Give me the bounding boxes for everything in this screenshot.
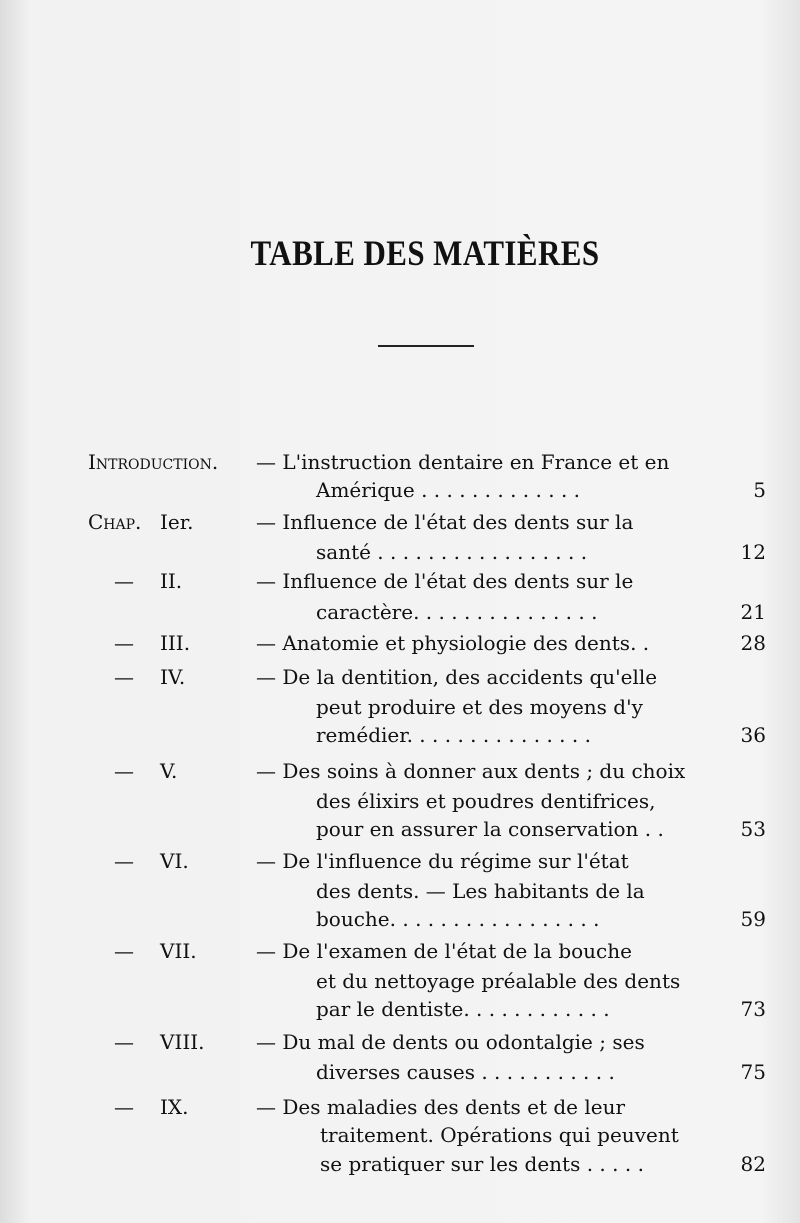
entry-title-line: bouche. . . . . . . . . . . . . . . . . — [316, 907, 600, 931]
chapter-number: VI. — [160, 849, 189, 873]
entry-page-number: 53 — [740, 817, 766, 841]
entry-page-number: 73 — [740, 997, 766, 1021]
entry-title-line: — De la dentition, des accidents qu'elle — [256, 665, 658, 689]
entry-title-line: caractère. . . . . . . . . . . . . . . — [316, 600, 598, 624]
chapter-number: VIII. — [160, 1030, 205, 1054]
entry-page-number: 75 — [740, 1060, 766, 1084]
entry-title-line: — Influence de l'état des dents sur le — [256, 569, 634, 593]
entry-title-line: — Anatomie et physiologie des dents. . — [256, 631, 650, 655]
entry-label: Chap. — [88, 510, 142, 534]
ditto-dash: — — [114, 631, 134, 655]
entry-title-line: — Des maladies des dents et de leur — [256, 1095, 626, 1119]
entry-title-line: et du nettoyage préalable des dents — [316, 969, 681, 993]
ditto-dash: — — [114, 759, 134, 783]
ditto-dash: — — [114, 665, 134, 689]
title-rule — [378, 345, 474, 347]
entry-title-line: traitement. Opérations qui peuvent — [320, 1123, 679, 1147]
entry-page-number: 12 — [740, 540, 766, 564]
chapter-number: V. — [160, 759, 178, 783]
entry-page-number: 59 — [740, 907, 766, 931]
ditto-dash: — — [114, 1095, 134, 1119]
entry-title-line: — De l'influence du régime sur l'état — [256, 849, 629, 873]
chapter-number: VII. — [160, 939, 197, 963]
ditto-dash: — — [114, 849, 134, 873]
entry-page-number: 28 — [740, 631, 766, 655]
entry-page-number: 82 — [740, 1152, 766, 1176]
entry-title-line: par le dentiste. . . . . . . . . . . . — [316, 997, 610, 1021]
chapter-number: IX. — [160, 1095, 189, 1119]
entry-page-number: 5 — [753, 478, 766, 502]
entry-title-line: pour en assurer la conservation . . — [316, 817, 664, 841]
ditto-dash: — — [114, 1030, 134, 1054]
ditto-dash: — — [114, 939, 134, 963]
entry-title-line: se pratiquer sur les dents . . . . . — [320, 1152, 644, 1176]
entry-page-number: 36 — [740, 723, 766, 747]
entry-title-line: — L'instruction dentaire en France et en — [256, 450, 670, 474]
entry-title-line: — Du mal de dents ou odontalgie ; ses — [256, 1030, 645, 1054]
entry-page-number: 21 — [740, 600, 766, 624]
entry-title-line: peut produire et des moyens d'y — [316, 695, 643, 719]
entry-title-line: — Influence de l'état des dents sur la — [256, 510, 634, 534]
entry-title-line: Amérique . . . . . . . . . . . . . — [316, 478, 581, 502]
entry-title-line: remédier. . . . . . . . . . . . . . . — [316, 723, 591, 747]
chapter-number: Ier. — [160, 510, 194, 534]
entry-title-line: santé . . . . . . . . . . . . . . . . . — [316, 540, 588, 564]
chapter-number: III. — [160, 631, 191, 655]
chapter-number: IV. — [160, 665, 186, 689]
ditto-dash: — — [114, 569, 134, 593]
entry-title-line: diverses causes . . . . . . . . . . . — [316, 1060, 615, 1084]
entry-title-line: des dents. — Les habitants de la — [316, 879, 645, 903]
entry-label: Introduction. — [88, 450, 219, 474]
entry-title-line: — De l'examen de l'état de la bouche — [256, 939, 632, 963]
page-title: TABLE DES MATIÈRES — [250, 233, 600, 273]
entry-title-line: — Des soins à donner aux dents ; du choix — [256, 759, 686, 783]
entry-title-line: des élixirs et poudres dentifrices, — [316, 789, 656, 813]
chapter-number: II. — [160, 569, 183, 593]
